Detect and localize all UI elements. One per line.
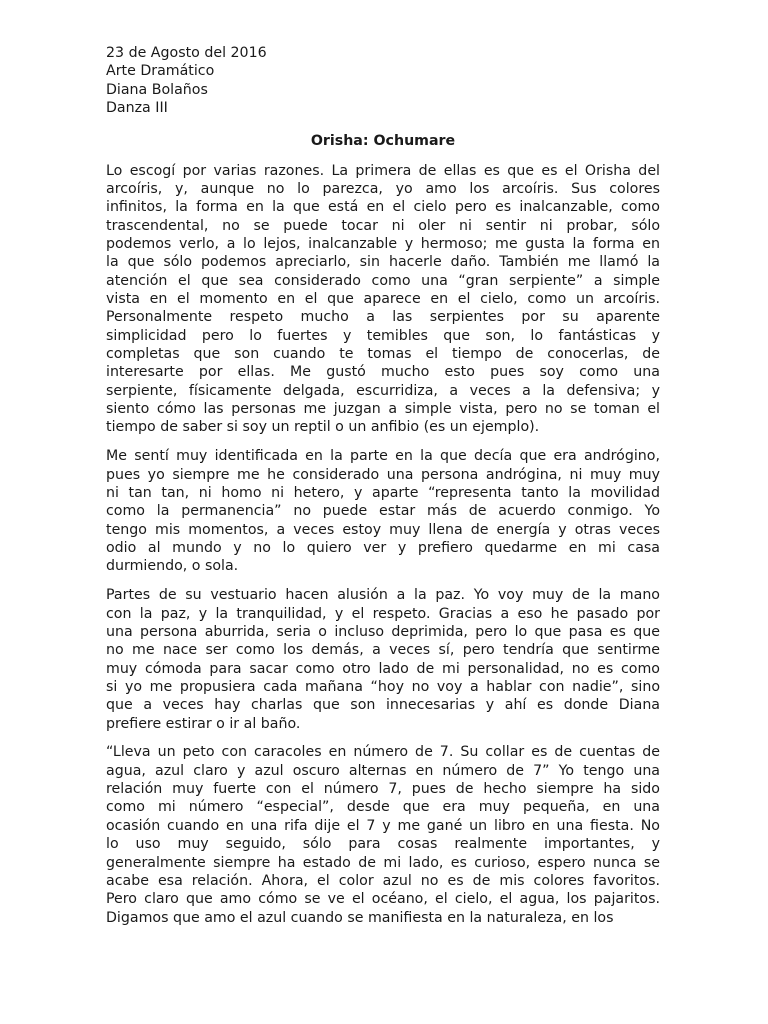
paragraph-line: Pero claro que amo cómo se ve el océano, el cielo, el agua, los pajaritos. [106, 891, 660, 908]
paragraph-line: ni tan tan, ni homo ni hetero, y aparte “representa tanto la movilidad [106, 484, 660, 501]
paragraph-line: podemos verlo, a lo lejos, inalcanzable y hermoso; me gusta la forma en [106, 236, 660, 252]
paragraph-line: siento cómo las personas me juzgan a simple vista, pero no se toman el [106, 401, 660, 418]
paragraph [106, 743, 660, 926]
paragraph-line: generalmente siempre ha estado de mi lado, es curioso, espero nunca se [106, 854, 660, 871]
document-body [106, 162, 660, 927]
paragraph-line: durmiendo, o sola. [106, 558, 239, 575]
document-page [106, 44, 660, 937]
paragraph [106, 447, 660, 575]
paragraph-line: con la paz, y la tranquilidad, y el respeto. Gracias a eso he pasado por [106, 605, 660, 622]
paragraph-line: una persona aburrida, seria o incluso deprimida, pero lo que pasa es que [106, 623, 660, 640]
paragraph-line: atención el que sea considerado como una “gran serpiente” a simple [106, 272, 660, 289]
paragraph-line: interesarte por ellas. Me gustó mucho esto pues soy como una [106, 364, 660, 381]
paragraph-line: como la permanencia” no puede estar más de acuerdo conmigo. Yo [106, 503, 660, 520]
paragraph-line: Digamos que amo el azul cuando se manifiesta en la naturaleza, en los [106, 909, 614, 926]
paragraph-line: infinitos, la forma en la que está en el cielo pero es inalcanzable, como [106, 199, 660, 216]
paragraph-line: serpiente, físicamente delgada, escurridiza, a veces a la defensiva; y [106, 382, 660, 399]
paragraph-line: Lo escogí por varias razones. La primera de ellas es que es el Orisha del [106, 162, 660, 179]
paragraph-line: Personalmente respeto mucho a las serpientes por su aparente [106, 309, 660, 326]
paragraph-line: tiempo de saber si soy un reptil o un anfibio (es un ejemplo). [106, 419, 540, 436]
paragraph-line: muy cómoda para sacar como otro lado de mi personalidad, no es como [106, 660, 660, 677]
paragraph-line: ocasión cuando en una rifa dije el 7 y me gané un libro en una fiesta. No [106, 817, 660, 834]
paragraph-line: no me nace ser como los demás, a veces sí, pero tendría que sentirme [106, 642, 660, 659]
paragraph-line: simplicidad pero lo fuertes y temibles que son, lo fantásticas y [106, 327, 660, 344]
paragraph [106, 586, 660, 733]
paragraph-line: Me sentí muy identificada en la parte en la que decía que era andrógino, [106, 448, 660, 465]
paragraph-line: que a veces hay charlas que son innecesarias y ahí es donde Diana [106, 697, 660, 714]
paragraph-line: si yo me propusiera cada mañana “hoy no voy a hablar con nadie”, sino [106, 678, 660, 695]
paragraph-line: pues yo siempre me he considerado una persona andrógina, ni muy muy [106, 466, 660, 483]
paragraph-line: arcoíris, y, aunque no lo parezca, yo amo los arcoíris. Sus colores [106, 180, 660, 197]
paragraph-line: agua, azul claro y azul oscuro alternas en número de 7” Yo tengo una [106, 762, 660, 779]
paragraph-line: vista en el momento en el que aparece en el cielo, como un arcoíris. [106, 291, 660, 308]
paragraph-line: odio al mundo y no lo quiero ver y prefiero quedarme en mi casa [106, 540, 660, 556]
paragraph-line: completas que son cuando te tomas el tiempo de conocerlas, de [106, 346, 660, 363]
header-class: Danza III [106, 100, 168, 117]
paragraph-line: la que sólo podemos apreciarlo, sin hacerle daño. También me llamó la [106, 254, 660, 271]
header-date: 23 de Agosto del 2016 [106, 45, 267, 61]
header-author: Diana Bolaños [106, 81, 208, 98]
document-title: Orisha: Ochumare [310, 132, 456, 149]
paragraph-line: tengo mis momentos, a veces estoy muy llena de energía y otras veces [106, 521, 660, 538]
document-header [106, 44, 660, 118]
paragraph-line: Partes de su vestuario hacen alusión a la paz. Yo voy muy de la mano [106, 587, 660, 604]
header-course: Arte Dramático [106, 63, 215, 80]
paragraph [106, 162, 660, 437]
paragraph-line: como mi número “especial”, desde que era muy pequeña, en una [106, 799, 660, 816]
paragraph-line: lo uso muy seguido, sólo para cosas realmente importantes, y [106, 836, 660, 853]
paragraph-line: prefiere estirar o ir al baño. [106, 715, 301, 732]
paragraph-line: “Lleva un peto con caracoles en número de 7. Su collar es de cuentas de [106, 744, 660, 761]
paragraph-line: acabe esa relación. Ahora, el color azul no es de mis colores favoritos. [106, 872, 660, 889]
paragraph-line: relación muy fuerte con el número 7, pues de hecho siempre ha sido [106, 781, 660, 798]
paragraph-line: trascendental, no se puede tocar ni oler ni sentir ni probar, sólo [106, 217, 660, 234]
